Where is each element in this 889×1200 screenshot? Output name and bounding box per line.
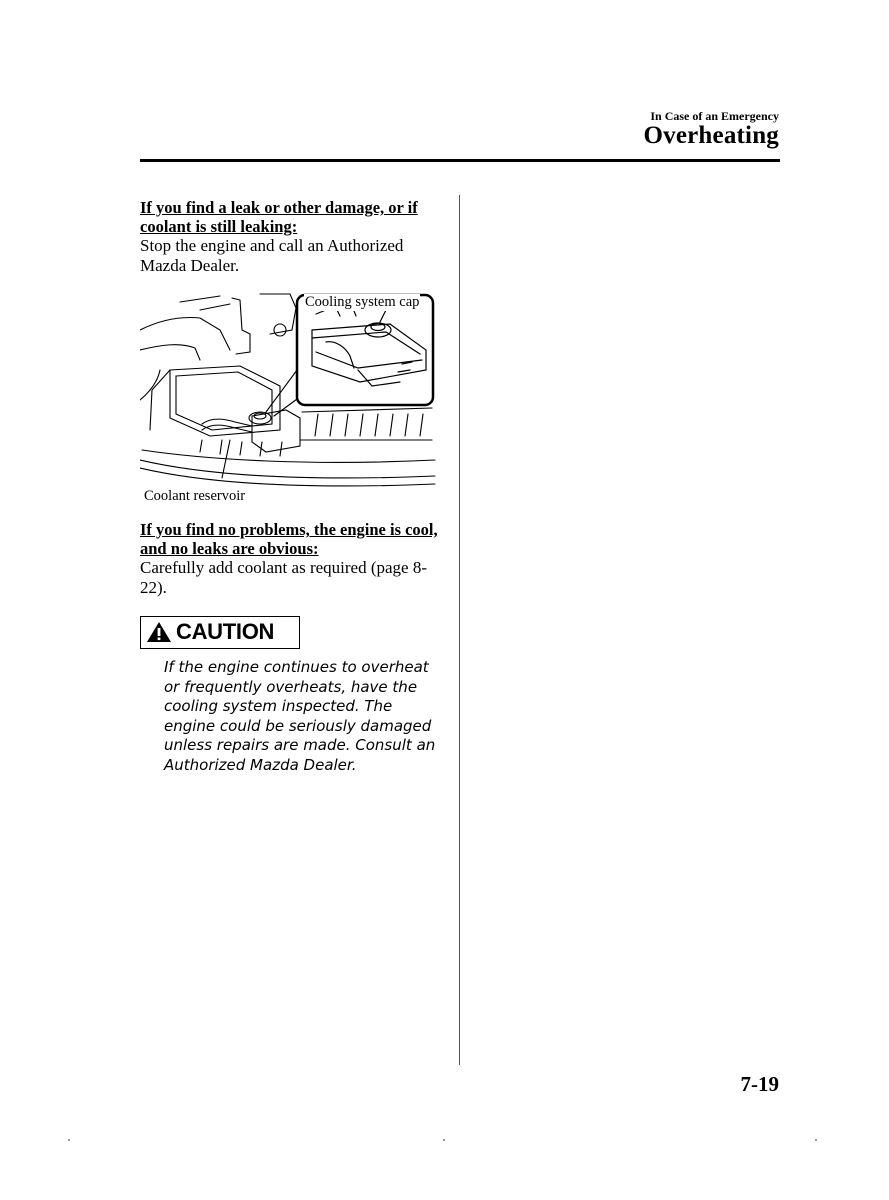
caution-box: [140, 616, 300, 649]
engine-illustration: [140, 290, 440, 508]
header-rule: [140, 159, 780, 162]
caution-label: CAUTION: [176, 619, 275, 644]
leak-text: Stop the engine and call an Authorized Mazda Dealer.: [140, 236, 404, 275]
corner-dot: [68, 1139, 70, 1141]
corner-dot: [443, 1139, 445, 1141]
left-column: [140, 198, 440, 775]
warning-triangle-icon: [146, 621, 172, 643]
no-problem-heading: If you find no problems, the engine is cool, and no leaks are obvious:: [140, 520, 438, 558]
column-divider: [459, 195, 460, 1065]
section-label: In Case of an Emergency: [650, 109, 779, 123]
corner-dot: [815, 1139, 817, 1141]
page-title: Overheating: [643, 122, 779, 149]
engine-figure: [140, 290, 440, 508]
cooling-system-cap-label: Cooling system cap: [305, 294, 420, 310]
page-number: 7-19: [740, 1072, 779, 1096]
no-problem-block: [140, 520, 440, 598]
caution-text: If the engine continues to overheat or frequently overheats, have the cooling system inspected. The engine could be seriously damaged unless repairs are made. Consult an Authorized Mazda Dealer.: [164, 658, 436, 774]
no-problem-text: Carefully add coolant as required (page 8-22).: [140, 558, 427, 597]
leak-heading: If you find a leak or other damage, or if coolant is still leaking:: [140, 198, 418, 236]
coolant-reservoir-label: Coolant reservoir: [144, 488, 246, 504]
